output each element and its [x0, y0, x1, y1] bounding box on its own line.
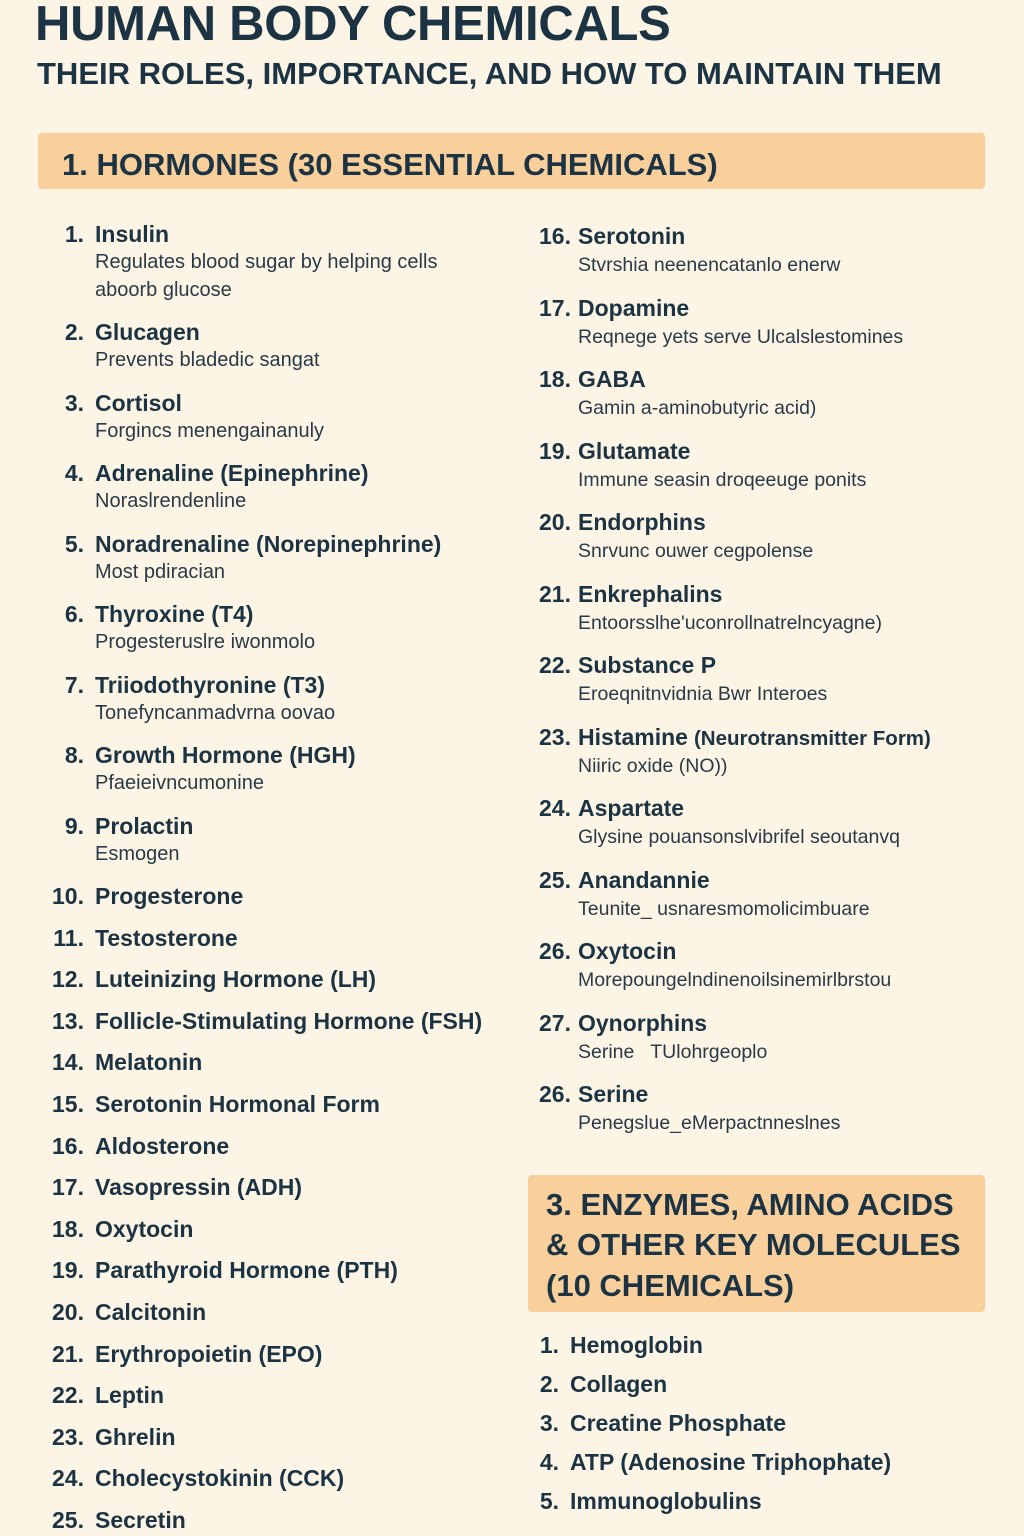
item-qualifier: (Neurotransmitter Form) [693, 726, 931, 750]
item-name: Cholecystokinin (CCK) [95, 1465, 345, 1492]
item-name: Substance P [578, 652, 717, 678]
item-description: Serine TUlohrgeoplo [578, 1040, 768, 1063]
item-name: Serotonin [578, 223, 686, 249]
item-name: Serotonin Hormonal Form [95, 1090, 380, 1117]
item-name: Immunoglobulins [570, 1487, 762, 1514]
item-name: Luteinizing Hormone (LH) [95, 966, 377, 993]
item-number: 25. [52, 1506, 84, 1533]
item-name: Testosterone [95, 924, 238, 951]
item-name: Creatine Phosphate [570, 1409, 786, 1436]
item-heading [0, 964, 520, 994]
right-column-list [528, 221, 1008, 1137]
list-item [528, 1404, 988, 1443]
item-number: 16. [52, 1132, 84, 1159]
item-heading [528, 364, 1008, 394]
item-number: 6. [64, 601, 84, 627]
page-title: HUMAN BODY CHEMICALS [35, 0, 671, 51]
item-name: Aspartate [578, 795, 685, 821]
list-item [0, 388, 520, 446]
list-item [0, 458, 520, 516]
item-description: Morepoungelndinenoilsinemirlbrstou [578, 969, 892, 991]
item-name: Oxytocin [578, 938, 677, 964]
list-item [528, 1079, 1008, 1137]
list-item [528, 650, 1008, 708]
item-heading [528, 1365, 988, 1404]
item-name: Collagen [570, 1370, 668, 1397]
item-heading [528, 293, 1008, 323]
item-description: Tonefyncanmadvrna oovao [95, 701, 336, 724]
item-number: 4. [64, 460, 84, 486]
item-heading [528, 722, 1008, 752]
item-heading [0, 811, 520, 841]
page-subtitle: THEIR ROLES, IMPORTANCE, AND HOW TO MAINTAIN THEM [37, 56, 942, 91]
item-number: 7. [64, 671, 84, 698]
item-name: Glutamate [578, 437, 691, 464]
item-name: Glucagen [95, 319, 200, 345]
item-description: Progesteruslre iwonmolo [95, 631, 316, 653]
item-description: Teunite_ usnaresmomolicimbuare [578, 897, 870, 920]
item-name: Enkrephalins [578, 580, 723, 607]
item-number: 8. [64, 742, 84, 768]
item-description: Snrvunc ouwer cegpolense [578, 540, 814, 562]
item-number: 17. [52, 1174, 84, 1201]
item-heading [0, 1131, 520, 1161]
item-name: Oxytocin [95, 1215, 194, 1242]
item-name: Insulin [95, 221, 170, 247]
item-heading [0, 1089, 520, 1119]
list-item [0, 1380, 520, 1410]
item-heading [0, 317, 520, 347]
item-number: 1. [539, 1331, 559, 1358]
list-item [0, 529, 520, 587]
item-name: Oynorphins [578, 1009, 708, 1036]
list-item [0, 1131, 520, 1161]
section-header-line: 3. ENZYMES, AMINO ACIDS [546, 1186, 954, 1222]
item-heading [528, 650, 1008, 680]
item-name: Dopamine [578, 294, 690, 321]
list-item [0, 1422, 520, 1452]
item-name: Erythropoietin (EPO) [95, 1340, 323, 1367]
item-heading [528, 507, 1008, 537]
list-item [0, 923, 520, 953]
item-name: Secretin [95, 1506, 186, 1533]
item-heading [528, 865, 1008, 895]
item-name: ATP (Adenosine Triphophate) [570, 1448, 892, 1475]
list-item [528, 722, 1008, 780]
item-heading [0, 1255, 520, 1285]
item-heading [528, 579, 1008, 609]
item-number: 23. [52, 1423, 84, 1450]
list-item [0, 1214, 520, 1244]
item-heading [528, 936, 1008, 966]
list-item [528, 507, 1008, 565]
item-heading [0, 1380, 520, 1410]
item-name: Triiodothyronine (T3) [95, 671, 325, 698]
item-heading [0, 1297, 520, 1327]
item-number: 19. [52, 1257, 84, 1284]
item-description: Eroeqnitnvidnia Bwr Interoes [578, 683, 828, 705]
item-heading [528, 1443, 988, 1482]
item-description: Prevents bladedic sangat [95, 349, 320, 371]
list-item [0, 811, 520, 869]
item-name: Cortisol [95, 389, 182, 416]
list-item [0, 1463, 520, 1493]
item-description: Niiric oxide (NO)) [578, 754, 728, 777]
list-item [528, 1443, 988, 1482]
item-number: 1. [64, 221, 84, 247]
item-description: Noraslrendenline [95, 490, 247, 512]
hormones-list [0, 219, 520, 1535]
item-description: Gamin a-aminobutyric acid) [578, 397, 817, 419]
item-name: Leptin [95, 1382, 164, 1409]
item-number: 14. [52, 1049, 84, 1076]
item-number: 18. [539, 366, 571, 392]
item-number: 9. [64, 812, 84, 839]
item-number: 24. [539, 795, 571, 821]
item-name: Aldosterone [95, 1132, 230, 1159]
item-heading [0, 529, 520, 559]
list-item [528, 1326, 988, 1365]
list-item [0, 317, 520, 375]
list-item [0, 1172, 520, 1202]
list-item [0, 881, 520, 911]
item-name: Anandannie [578, 866, 710, 893]
item-description: Reqnege yets serve Ulcalslestomines [578, 325, 904, 348]
list-item [528, 1365, 988, 1404]
item-heading [0, 1422, 520, 1452]
item-description: Most pdiracian [95, 560, 226, 583]
item-heading [0, 1006, 520, 1036]
list-item [528, 865, 1008, 923]
item-number: 3. [539, 1409, 559, 1436]
item-name: Prolactin [95, 812, 194, 839]
item-number: 21. [539, 580, 571, 607]
item-number: 18. [52, 1215, 84, 1242]
item-description: Penegslue_eMerpactnneslnes [578, 1112, 841, 1134]
item-number: 5. [64, 530, 84, 557]
item-name: GABA [578, 366, 646, 392]
list-item [0, 670, 520, 728]
item-heading [0, 1172, 520, 1202]
section-header-enzymes [528, 1175, 985, 1312]
item-number: 22. [52, 1382, 84, 1409]
list-item [0, 1255, 520, 1285]
item-name: Calcitonin [95, 1298, 207, 1325]
item-number: 2. [539, 1370, 559, 1397]
list-item [0, 1006, 520, 1036]
item-heading [528, 1008, 1008, 1038]
item-heading [0, 740, 520, 770]
item-name: Growth Hormone (HGH) [95, 742, 356, 768]
section-header-line: & OTHER KEY MOLECULES [546, 1227, 961, 1262]
item-heading [0, 219, 520, 249]
list-item [528, 579, 1008, 637]
item-heading [0, 1505, 520, 1535]
item-number: 13. [52, 1007, 84, 1034]
list-item [0, 1297, 520, 1327]
item-heading [0, 458, 520, 488]
item-heading [528, 1404, 988, 1443]
item-heading [0, 1214, 520, 1244]
item-name: Follicle-Stimulating Hormone (FSH) [95, 1007, 483, 1034]
item-number: 21. [52, 1340, 84, 1367]
item-heading [528, 436, 1008, 466]
list-item [528, 936, 1008, 994]
item-number: 24. [52, 1465, 84, 1492]
list-item [0, 1089, 520, 1119]
list-item [528, 221, 1008, 279]
item-number: 20. [52, 1298, 84, 1325]
item-name: Parathyroid Hormone (PTH) [95, 1257, 398, 1284]
item-number: 15. [52, 1090, 84, 1117]
item-name: Adrenaline (Epinephrine) [95, 460, 369, 486]
section-header-line: (10 CHEMICALS) [546, 1267, 795, 1303]
item-number: 26. [539, 1081, 571, 1107]
item-heading [528, 1326, 988, 1365]
item-number: 3. [64, 389, 84, 416]
item-description: Immune seasin droqeeuge ponits [578, 468, 867, 491]
item-name: Noradrenaline (Norepinephrine) [95, 530, 442, 557]
item-number: 11. [53, 924, 84, 951]
item-heading [0, 1047, 520, 1077]
item-description: Stvrshia neenencatanlo enerw [578, 254, 841, 276]
enzymes-list [528, 1326, 988, 1521]
item-heading [0, 1339, 520, 1369]
item-number: 20. [539, 509, 571, 535]
item-name: Progesterone [95, 883, 244, 909]
item-heading [0, 1463, 520, 1493]
list-item [528, 436, 1008, 494]
item-number: 22. [539, 652, 571, 678]
item-number: 19. [539, 437, 571, 464]
item-name: Hemoglobin [570, 1331, 703, 1358]
list-item [0, 964, 520, 994]
section-header-hormones: 1. HORMONES (30 ESSENTIAL CHEMICALS) [38, 133, 985, 189]
item-description: Entoorsslhe'uconrollnatrelncyagne) [578, 611, 882, 634]
item-number: 5. [539, 1487, 559, 1514]
item-heading [0, 923, 520, 953]
item-number: 4. [539, 1448, 559, 1475]
item-number: 12. [52, 966, 84, 993]
item-heading [0, 599, 520, 629]
list-item [528, 293, 1008, 351]
item-description: Pfaeieivncumonine [95, 772, 264, 794]
list-item [0, 740, 520, 798]
list-item [0, 219, 520, 304]
item-number: 17. [539, 294, 571, 321]
item-number: 27. [539, 1009, 571, 1036]
list-item [528, 1008, 1008, 1066]
item-name: Melatonin [95, 1049, 203, 1076]
item-description: Glysine pouansonslvibrifel seoutanvq [578, 826, 900, 848]
list-item [0, 1505, 520, 1535]
item-heading [0, 388, 520, 418]
item-description: Esmogen [95, 842, 180, 865]
item-name: Serine [578, 1081, 649, 1107]
item-number: 2. [64, 319, 84, 345]
list-item [0, 1047, 520, 1077]
item-heading [0, 881, 520, 911]
item-heading [528, 1079, 1008, 1109]
item-heading [528, 793, 1008, 823]
item-name: Histamine [578, 723, 688, 750]
item-heading [528, 1482, 988, 1521]
item-description: Forgincs menengainanuly [95, 419, 325, 442]
item-number: 23. [539, 723, 571, 750]
item-heading [528, 221, 1008, 251]
item-number: 10. [52, 883, 84, 909]
item-number: 16. [539, 223, 571, 249]
item-name: Endorphins [578, 509, 706, 535]
item-number: 25. [539, 866, 571, 893]
list-item [528, 1482, 988, 1521]
item-name: Vasopressin (ADH) [95, 1174, 303, 1201]
list-item [0, 1339, 520, 1369]
list-item [528, 793, 1008, 851]
item-name: Ghrelin [95, 1423, 176, 1450]
item-number: 26. [539, 938, 571, 964]
item-heading [0, 670, 520, 700]
item-description: Regulates blood sugar by helping cells aboorb glucose [95, 251, 438, 301]
list-item [528, 364, 1008, 422]
item-name: Thyroxine (T4) [95, 601, 254, 627]
list-item [0, 599, 520, 657]
